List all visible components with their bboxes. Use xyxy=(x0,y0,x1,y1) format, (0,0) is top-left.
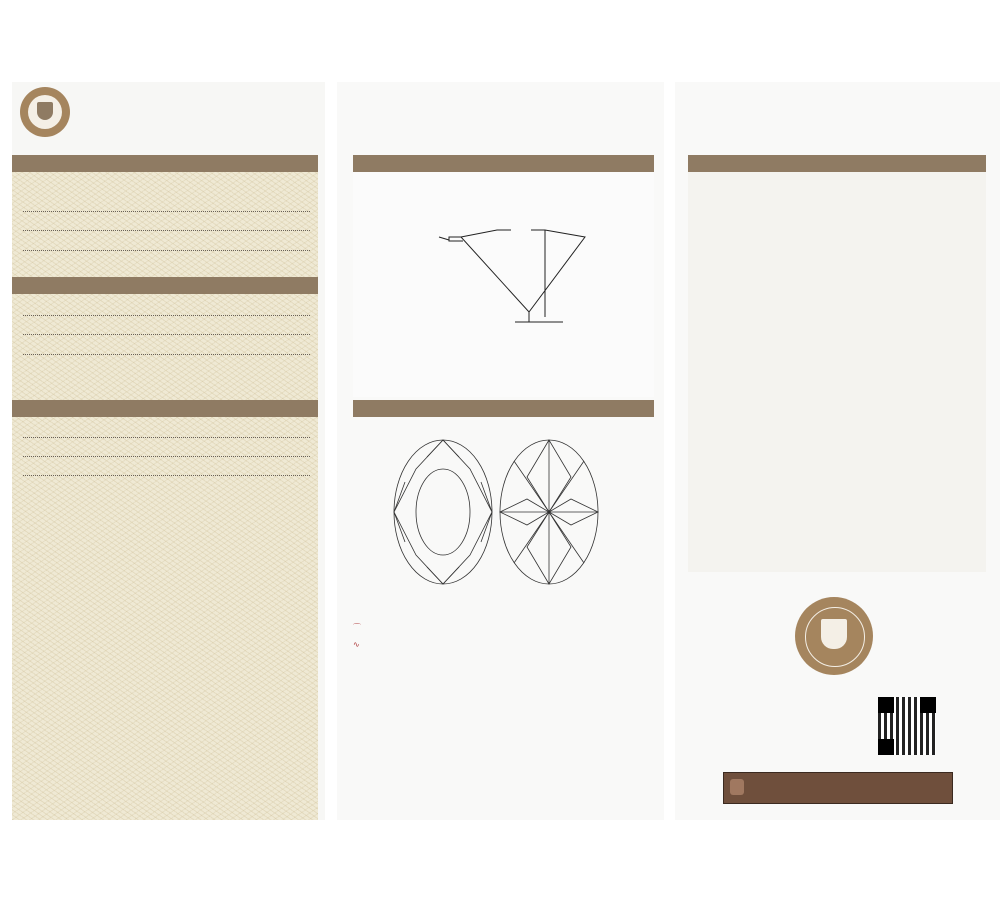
symmetry-row xyxy=(20,445,313,461)
grading-scales-area xyxy=(688,172,986,572)
fluorescence-row xyxy=(20,464,313,480)
measurements-row xyxy=(20,239,313,255)
key-item-indented-natural xyxy=(353,622,361,633)
guilloche-background xyxy=(12,172,318,820)
color-row xyxy=(20,323,313,339)
feather-symbol-icon: ∿ xyxy=(353,640,360,649)
carat-row xyxy=(20,304,313,320)
security-box xyxy=(723,772,953,804)
polish-row xyxy=(20,426,313,442)
report-number-row xyxy=(20,200,313,216)
gia-seal-large-icon xyxy=(795,597,873,675)
clarity-plot-diagram xyxy=(387,437,607,597)
proportions-diagram xyxy=(353,172,654,397)
gia-seal-icon xyxy=(20,87,70,137)
additional-info-bar xyxy=(12,400,318,417)
lock-icon xyxy=(730,779,744,795)
shape-row xyxy=(20,219,313,235)
grading-results-bar xyxy=(12,277,318,294)
indented-natural-symbol-icon: ⌒ xyxy=(353,623,361,632)
grading-scales-bar xyxy=(688,155,986,172)
clarity-characteristics-bar xyxy=(353,400,654,417)
report-title-bar xyxy=(12,155,318,172)
right-panel xyxy=(675,82,1000,820)
proportions-bar xyxy=(353,155,654,172)
clarity-row xyxy=(20,343,313,359)
key-item-feather xyxy=(353,640,360,649)
qr-code-icon[interactable] xyxy=(878,697,936,755)
left-panel xyxy=(12,82,325,820)
middle-panel xyxy=(337,82,664,820)
